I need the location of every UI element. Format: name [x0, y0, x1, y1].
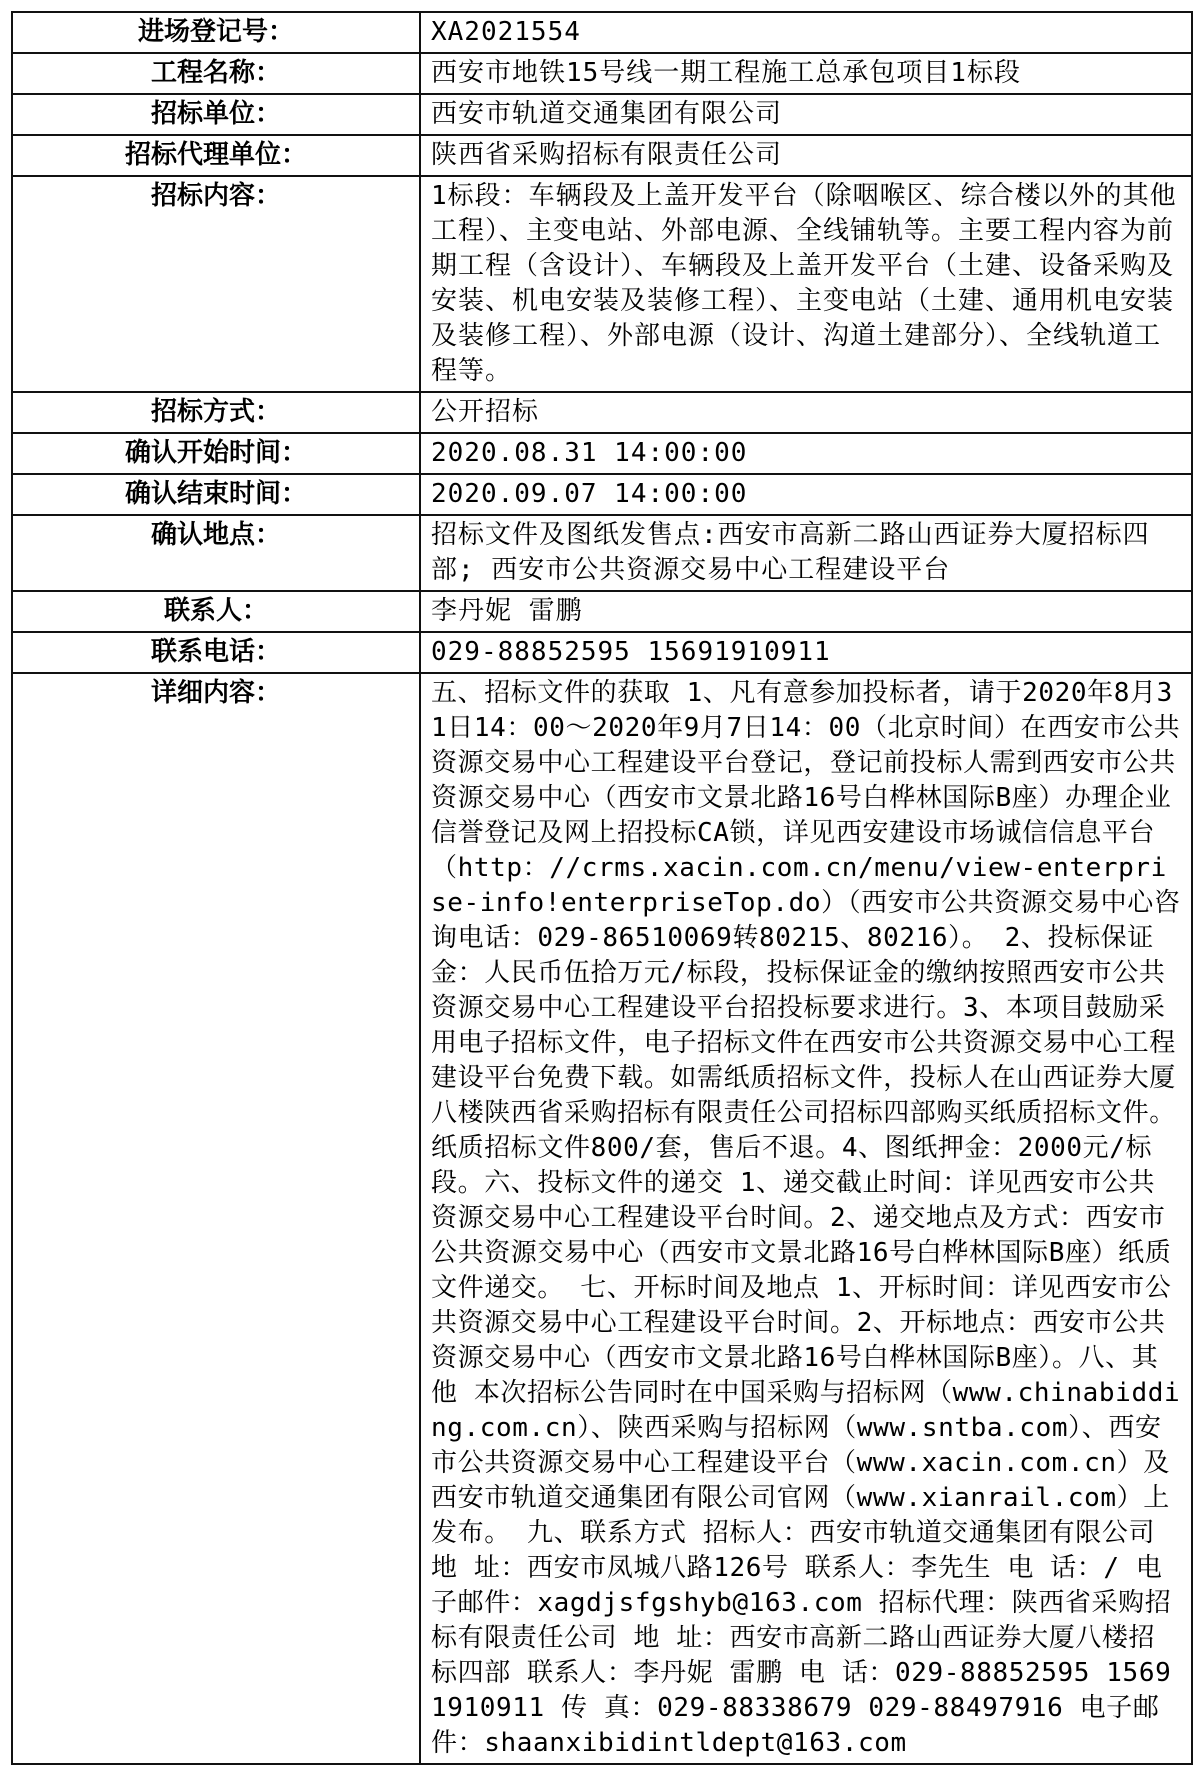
row-contact-phone	[12, 632, 1192, 673]
row-contact-person	[12, 591, 1192, 632]
tender-content-label: 招标内容：	[12, 176, 420, 392]
row-confirm-start-time	[12, 433, 1192, 474]
tendering-unit-label: 招标单位：	[12, 94, 420, 135]
tender-info-table	[11, 11, 1193, 1765]
tender-agent-label: 招标代理单位：	[12, 135, 420, 176]
details-value: 五、招标文件的获取 1、凡有意参加投标者，请于2020年8月31日14：00～2020年9月7日14：00（北京时间）在西安市公共资源交易中心工程建设平台登记，登记前投标人需到西安市公共资源交易中心（西安市文景北路16号白桦林国际B座）办理企业信誉登记及网上招投标CA锁，详见西安建设市场诚信信息平台（http：//crms.xacin.com.cn/menu/view-enterprise-info!enterpriseTop.do）（西安市公共资源交易中心咨询电话：029-86510069转80215、80216）。 2、投标保证金：人民币伍拾万元/标段，投标保证金的缴纳按照西安市公共资源交易中心工程建设平台招投标要求进行。3、本项目鼓励采用电子招标文件，电子招标文件在西安市公共资源交易中心工程建设平台免费下载。如需纸质招标文件，投标人在山西证券大厦八楼陕西省采购招标有限责任公司招标四部购买纸质招标文件。纸质招标文件800/套，售后不退。4、图纸押金：2000元/标段。六、投标文件的递交 1、递交截止时间：详见西安市公共资源交易中心工程建设平台时间。2、递交地点及方式：西安市公共资源交易中心（西安市文景北路16号白桦林国际B座）纸质文件递交。 七、开标时间及地点 1、开标时间：详见西安市公共资源交易中心工程建设平台时间。2、开标地点：西安市公共资源交易中心（西安市文景北路16号白桦林国际B座）。八、其他 本次招标公告同时在中国采购与招标网（www.chinabidding.com.cn）、陕西采购与招标网（www.sntba.com）、西安市公共资源交易中心工程建设平台（www.xacin.com.cn）及西安市轨道交通集团有限公司官网（www.xianrail.com）上发布。 九、联系方式 招标人：西安市轨道交通集团有限公司 地 址：西安市凤城八路126号 联系人：李先生 电 话：/ 电子邮件：xagdjsfgshyb@163.com 招标代理：陕西省采购招标有限责任公司 地 址：西安市高新二路山西证券大厦八楼招标四部 联系人：李丹妮 雷鹏 电 话：029-88852595 15691910911 传 真：029-88338679 029-88497916 电子邮件：shaanxibidintldept@163.com	[420, 673, 1192, 1764]
registration-number-label: 进场登记号：	[12, 12, 420, 53]
row-confirm-end-time	[12, 474, 1192, 515]
row-tender-method	[12, 392, 1192, 433]
tender-method-label: 招标方式：	[12, 392, 420, 433]
project-name-value: 西安市地铁15号线一期工程施工总承包项目1标段	[420, 53, 1192, 94]
row-details	[12, 673, 1192, 1764]
confirm-location-label: 确认地点：	[12, 515, 420, 591]
tender-content-value: 1标段：车辆段及上盖开发平台（除咽喉区、综合楼以外的其他工程）、主变电站、外部电源、全线铺轨等。主要工程内容为前期工程（含设计）、车辆段及上盖开发平台（土建、设备采购及安装、机电安装及装修工程）、主变电站（土建、通用机电安装及装修工程）、外部电源（设计、沟道土建部分）、全线轨道工程等。	[420, 176, 1192, 392]
project-name-label: 工程名称：	[12, 53, 420, 94]
confirm-location-value: 招标文件及图纸发售点:西安市高新二路山西证券大厦招标四部; 西安市公共资源交易中心工程建设平台	[420, 515, 1192, 591]
contact-person-label: 联系人：	[12, 591, 420, 632]
confirm-start-time-label: 确认开始时间：	[12, 433, 420, 474]
row-tendering-unit	[12, 94, 1192, 135]
details-label: 详细内容：	[12, 673, 420, 1764]
row-tender-content	[12, 176, 1192, 392]
confirm-end-time-label: 确认结束时间：	[12, 474, 420, 515]
row-project-name	[12, 53, 1192, 94]
contact-phone-label: 联系电话：	[12, 632, 420, 673]
row-tender-agent	[12, 135, 1192, 176]
confirm-start-time-value: 2020.08.31 14:00:00	[420, 433, 1192, 474]
row-confirm-location	[12, 515, 1192, 591]
tender-info-sheet	[11, 11, 1193, 1765]
tender-agent-value: 陕西省采购招标有限责任公司	[420, 135, 1192, 176]
contact-person-value: 李丹妮 雷鹏	[420, 591, 1192, 632]
contact-phone-value: 029-88852595 15691910911	[420, 632, 1192, 673]
row-registration-number	[12, 12, 1192, 53]
tendering-unit-value: 西安市轨道交通集团有限公司	[420, 94, 1192, 135]
tender-method-value: 公开招标	[420, 392, 1192, 433]
registration-number-value: XA2021554	[420, 12, 1192, 53]
confirm-end-time-value: 2020.09.07 14:00:00	[420, 474, 1192, 515]
